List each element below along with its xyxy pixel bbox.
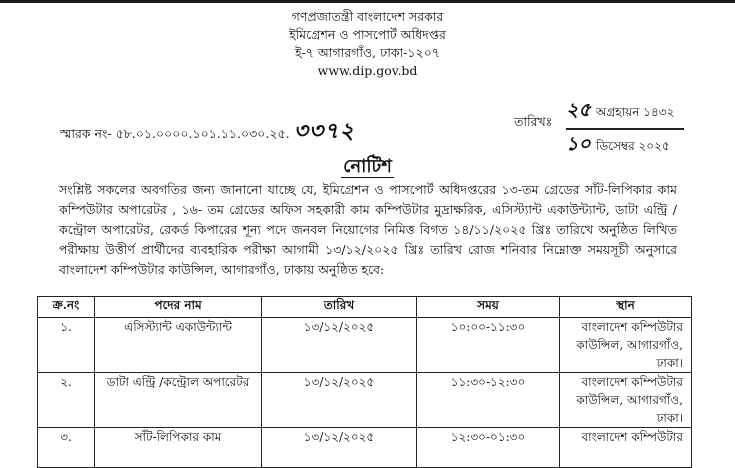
header-date: তারিখ [262, 297, 417, 318]
table-row [38, 373, 692, 428]
cell-date: ১৩/১২/২০২৫ [262, 318, 417, 373]
notice-title-text: নোটিশ [343, 156, 392, 177]
cell-serial: ২. [38, 373, 95, 428]
memo-number [60, 114, 355, 151]
cell-serial: ৩. [38, 428, 95, 468]
letterhead [0, 8, 735, 80]
cell-venue: বাংলাদেশ কম্পিউটার [560, 428, 692, 468]
cell-date: ১৩/১২/২০২৫ [262, 428, 417, 468]
header-post: পদের নাম [95, 297, 262, 318]
notice-body: সংশ্লিষ্ট সকলের অবগতির জন্য জানানো যাচ্ছে যে, ইমিগ্রেশন ও পাসপোর্ট অধিদপ্তরের ১৩-তম গ্রেডের সাঁট-লিপিকার কাম কম্পিউটার অপারেটর , ১৬- তম গ্রেডের অফিস সহকারী কাম কম্পিউটার মুদ্রাক্ষরিক, এসিস্ট্যান্ট একাউন্ট্যান্ট, ডাটা এন্ট্রি /কন্ট্রোল অপারেটর, রেকর্ড কিপারের শূন্য পদে জনবল নিয়োগের নিমিত্ত বিগত ১৪/১১/২০২৫ খ্রিঃ তারিখে অনুষ্ঠিত লিখিত পরীক্ষায় উত্তীর্ণ প্রার্থীদের ব্যবহারিক পরীক্ষা আগামী ১৩/১২/২০২৫ খ্রিঃ তারিখ রোজ শনিবার নিম্নোক্ত সময়সূচী অনুসারে বাংলাদেশ কম্পিউটার কাউন্সিল, আগারগাঁও, ঢাকায় অনুষ্ঠিত হবে: [59, 182, 678, 277]
table-row [38, 318, 692, 373]
cell-serial: ১. [38, 318, 95, 373]
schedule-table [37, 296, 692, 468]
cell-date: ১৩/১২/২০২৫ [262, 373, 417, 428]
memo-label: স্মারক নং- ৫৮.০১.০০০০.১০১.১১.০৩০.২৫. [60, 126, 290, 141]
department-name: ইমিগ্রেশন ও পাসপোর্ট অধিদপ্তর [289, 27, 446, 42]
english-day-handwritten: ১০ [566, 132, 591, 155]
cell-post: ডাটা এন্ট্রি /কন্ট্রোল অপারেটর [95, 373, 262, 428]
notice-title [0, 152, 735, 183]
table-row [38, 428, 692, 468]
cell-post: সাঁট-লিপিকার কাম [95, 428, 262, 468]
bangla-month-year: অগ্রহায়ন ১৪৩২ [596, 105, 675, 119]
english-month-year: ডিসেম্বর ২০২৫ [596, 138, 670, 153]
header-venue: স্থান [560, 297, 692, 318]
govt-name: গণপ্রজাতন্ত্রী বাংলাদেশ সরকার [291, 9, 444, 24]
cell-post: এসিস্ট্যান্ট একাউন্ট্যান্ট [95, 318, 262, 373]
cell-time: ১০:০০-১১:৩০ [417, 318, 560, 373]
bangla-day-handwritten: ২৫ [566, 99, 591, 121]
top-border-line [0, 0, 735, 3]
memo-handwritten-number: ৩৩৭২ [293, 119, 355, 144]
cell-venue: বাংলাদেশ কম্পিউটার কাউন্সিল, আগারগাঁও, ঢাকা। [560, 373, 692, 428]
cell-time: ১২:৩০-০১:৩০ [417, 428, 560, 468]
cell-time: ১১:৩০-১২:৩০ [417, 373, 560, 428]
bangla-date [566, 96, 696, 128]
cell-venue: বাংলাদেশ কম্পিউটার কাউন্সিল, আগারগাঁও, ঢাকা। [560, 318, 692, 373]
header-time: সময় [417, 297, 560, 318]
table-header-row [38, 297, 692, 318]
header-serial: ক্র.নং [38, 297, 95, 318]
office-address: ই-৭ আগারগাঁও, ঢাকা-১২০৭ [295, 45, 440, 60]
date-label: তারিখঃ [514, 114, 553, 129]
website-link[interactable]: www.dip.gov.bd [317, 63, 418, 78]
